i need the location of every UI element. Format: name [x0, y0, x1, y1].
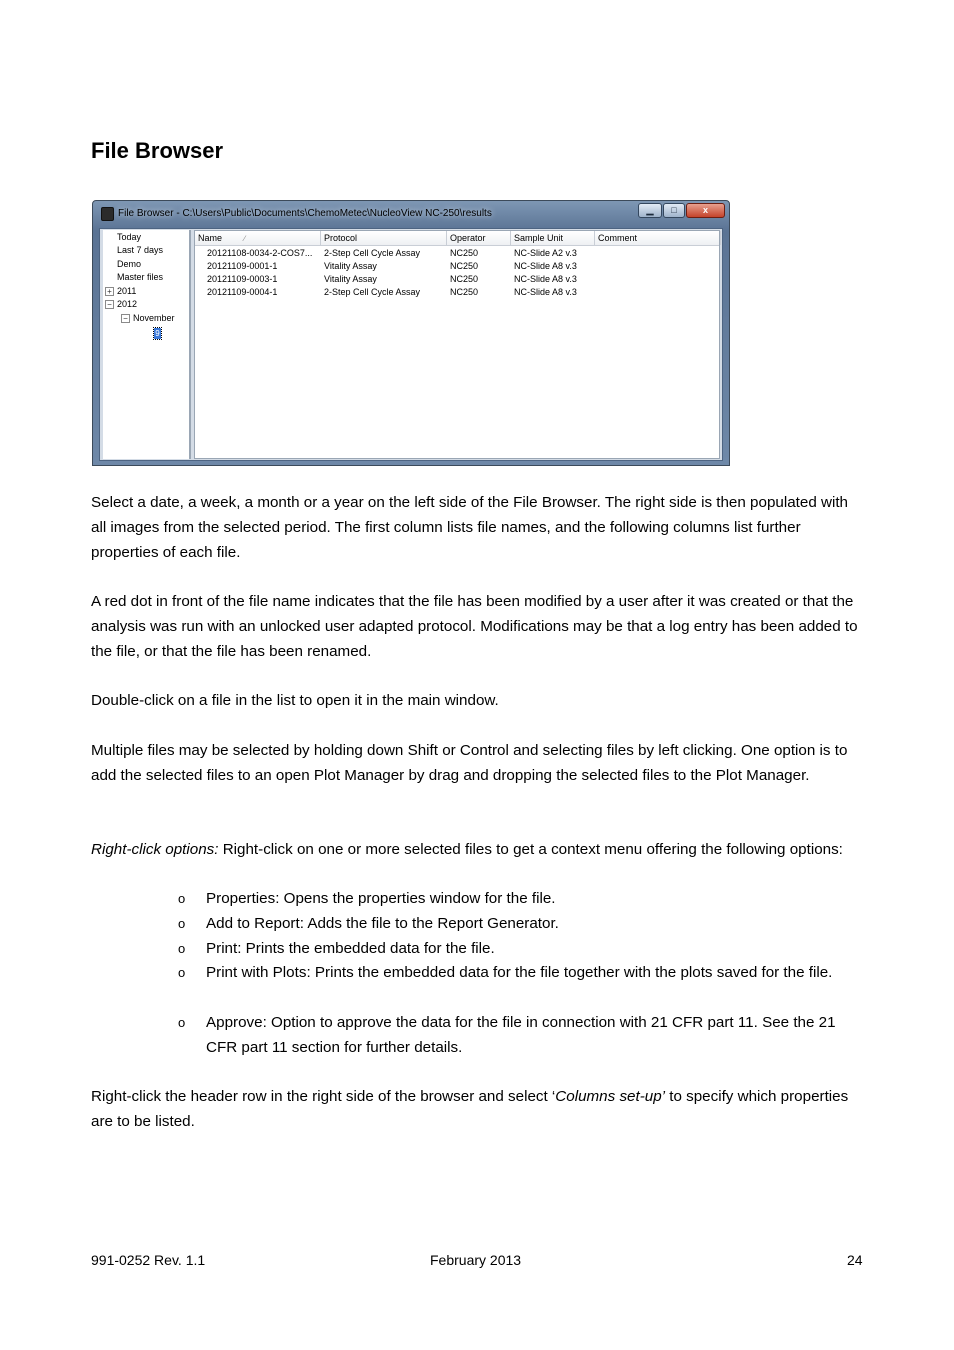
- cell-sample-unit: NC-Slide A8 v.3: [514, 287, 577, 297]
- list-item: Print with Plots: Prints the embedded data for the file together with the plots saved for the file.: [206, 964, 833, 981]
- cell-name: 20121108-0034-2-COS7...: [207, 248, 313, 258]
- cell-sample-unit: NC-Slide A8 v.3: [514, 261, 577, 271]
- paragraph-red-dot: A red dot in front of the file name indicates that the file has been modified by a user after it was created or that the analysis was run with an unlocked user adapted protocol. Modifications may be that a log entry has been added to the file, or that the file has been renamed.: [91, 593, 858, 660]
- cell-operator: NC250: [450, 261, 479, 271]
- column-header-operator[interactable]: Operator: [447, 231, 511, 245]
- bullet-marker: o: [178, 1015, 186, 1030]
- paragraph-columns-setup: [91, 1085, 866, 1135]
- bullet-marker: o: [178, 941, 186, 956]
- bullet-marker: o: [178, 891, 186, 906]
- window-title: File Browser - C:\Users\Public\Documents\ChemoMetec\NucleoView NC-250\results: [118, 208, 492, 219]
- tree-item-today[interactable]: Today: [117, 232, 142, 242]
- close-icon: x: [702, 205, 708, 215]
- close-button[interactable]: [686, 203, 725, 218]
- cell-operator: NC250: [450, 287, 479, 297]
- app-icon: [101, 207, 114, 221]
- column-header-name[interactable]: [195, 231, 321, 245]
- tree-item-2012[interactable]: 2012: [117, 299, 138, 309]
- date-tree: [103, 230, 191, 459]
- cell-protocol: Vitality Assay: [324, 261, 377, 271]
- cell-protocol: 2-Step Cell Cycle Assay: [324, 287, 421, 297]
- table-row[interactable]: [195, 247, 719, 260]
- file-browser-window: [92, 200, 730, 466]
- cell-sample-unit: NC-Slide A8 v.3: [514, 274, 577, 284]
- window-titlebar: [93, 201, 729, 227]
- list-header-row[interactable]: [195, 231, 719, 246]
- columns-setup-label: Columns set-up’: [555, 1088, 666, 1105]
- right-click-options-label: Right-click options:: [91, 841, 219, 858]
- cell-operator: NC250: [450, 248, 479, 258]
- cell-operator: NC250: [450, 274, 479, 284]
- column-header-protocol[interactable]: Protocol: [321, 231, 447, 245]
- window-client-area: [99, 228, 723, 461]
- column-header-name-label: Name: [198, 233, 223, 243]
- expand-2011-icon[interactable]: +: [105, 287, 114, 296]
- list-item: Add to Report: Adds the file to the Report Generator.: [206, 915, 559, 932]
- cell-name: 20121109-0003-1: [207, 274, 278, 284]
- tree-item-november[interactable]: November: [133, 313, 175, 323]
- paragraph-select-date: Select a date, a week, a month or a year on the left side of the File Browser. The right side is then populated with all images from the selected period. The first column lists file names, and the following columns list further properties of each file.: [91, 494, 848, 561]
- paragraph-multiple-files: Multiple files may be selected by holding down Shift or Control and selecting files by left clicking. One option is to add the selected files to an open Plot Manager by drag and dropping the selected files to the Plot Manager.: [91, 742, 848, 784]
- column-header-sample-unit[interactable]: Sample Unit: [511, 231, 595, 245]
- table-row[interactable]: [195, 260, 719, 273]
- cell-name: 20121109-0001-1: [207, 261, 278, 271]
- tree-item-last-7-days[interactable]: Last 7 days: [117, 245, 164, 255]
- cell-protocol: Vitality Assay: [324, 274, 377, 284]
- collapse-november-icon[interactable]: −: [121, 314, 130, 323]
- table-row[interactable]: [195, 273, 719, 286]
- minimize-button[interactable]: [638, 203, 662, 218]
- minimize-icon: ▁: [646, 205, 654, 215]
- file-list: [194, 230, 720, 459]
- column-header-comment[interactable]: Comment: [595, 231, 721, 245]
- tree-item-master-files[interactable]: Master files: [117, 272, 164, 282]
- tree-item-2011[interactable]: 2011: [117, 286, 137, 296]
- paragraph-right-click-options: [91, 838, 866, 863]
- tree-item-selected-day[interactable]: 9: [155, 329, 160, 338]
- sort-ascending-icon: ∕: [244, 234, 246, 243]
- right-click-options-text: Right-click on one or more selected files to get a context menu offering the following options:: [218, 841, 843, 858]
- bullet-marker: o: [178, 916, 186, 931]
- section-heading: File Browser: [91, 138, 224, 163]
- bullet-marker: o: [178, 965, 186, 980]
- footer-date: February 2013: [430, 1252, 522, 1268]
- paragraph-double-click: Double-click on a file in the list to open it in the main window.: [91, 692, 499, 709]
- maximize-icon: □: [671, 205, 677, 215]
- list-item: Properties: Opens the properties window for the file.: [206, 890, 556, 907]
- list-item: Print: Prints the embedded data for the file.: [206, 940, 495, 957]
- columns-setup-text-b: to specify which properties are to be listed.: [91, 1088, 849, 1130]
- cell-name: 20121109-0004-1: [207, 287, 278, 297]
- tree-item-demo[interactable]: Demo: [117, 259, 142, 269]
- cell-sample-unit: NC-Slide A2 v.3: [514, 248, 577, 258]
- cell-protocol: 2-Step Cell Cycle Assay: [324, 248, 421, 258]
- collapse-2012-icon[interactable]: −: [105, 300, 114, 309]
- footer-doc-id: 991-0252 Rev. 1.1: [91, 1252, 206, 1268]
- columns-setup-text-a: Right-click the header row in the right side of the browser and select ‘: [91, 1088, 556, 1105]
- list-item: Approve: Option to approve the data for the file in connection with 21 CFR part 11. See the 21 CFR part 11 section for further details.: [206, 1014, 836, 1056]
- maximize-button[interactable]: [663, 203, 685, 218]
- table-row[interactable]: [195, 286, 719, 299]
- footer-page-number: 24: [847, 1252, 863, 1268]
